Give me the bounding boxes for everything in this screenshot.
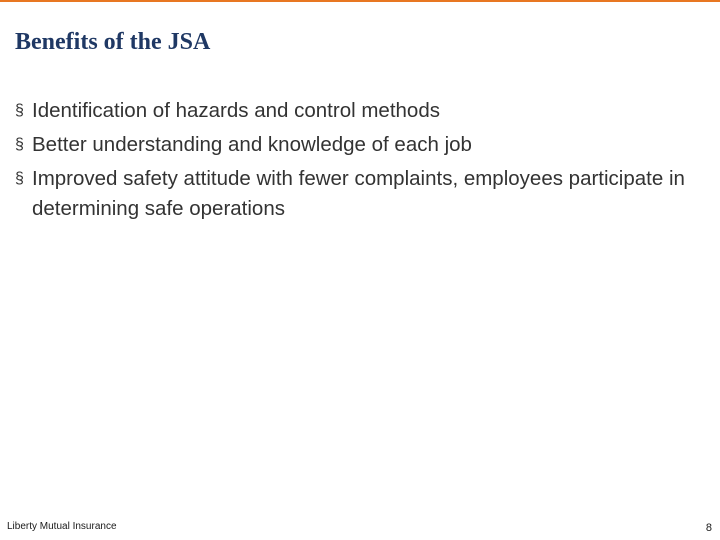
- bullet-marker-icon: §: [15, 102, 24, 119]
- bullet-marker-icon: §: [15, 170, 24, 187]
- bullet-text: Improved safety attitude with fewer complaints, employees participate in determining safe operations: [32, 167, 685, 220]
- bullet-text: Identification of hazards and control methods: [32, 99, 440, 122]
- bullet-list: [15, 96, 695, 224]
- bullet-marker-icon: §: [15, 136, 24, 153]
- page-number: 8: [705, 522, 712, 534]
- bullet-item: [15, 130, 695, 160]
- footer-company-name: Liberty Mutual Insurance: [7, 521, 117, 532]
- slide-title: Benefits of the JSA: [15, 29, 211, 55]
- bullet-item: [15, 164, 695, 224]
- bullet-item: [15, 96, 695, 126]
- bullet-text: Better understanding and knowledge of each job: [32, 133, 472, 156]
- top-accent-rule: [0, 0, 720, 2]
